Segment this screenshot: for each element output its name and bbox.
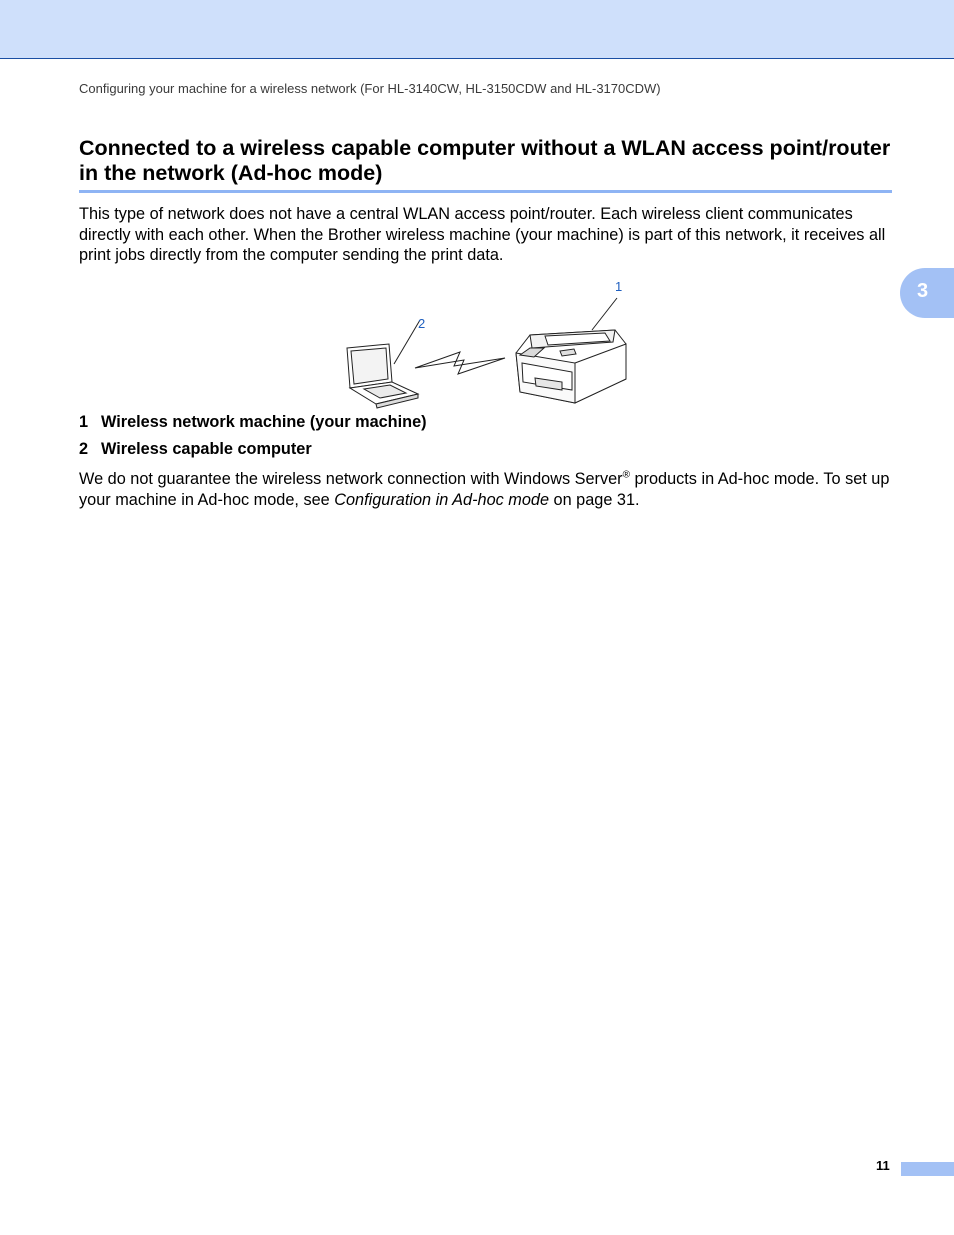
cross-reference-link[interactable]: Configuration in Ad-hoc mode <box>334 490 550 509</box>
adhoc-network-illustration <box>330 278 640 410</box>
printer-icon <box>516 330 626 403</box>
legend-number: 2 <box>79 440 89 458</box>
adhoc-note-paragraph <box>79 469 894 510</box>
header-band <box>0 0 954 59</box>
chapter-number: 3 <box>917 280 929 302</box>
footer-bar <box>901 1162 954 1176</box>
callout-label-2: 2 <box>418 316 426 331</box>
legend-number: 1 <box>79 413 89 431</box>
note-text-3: on page 31. <box>549 490 640 509</box>
intro-paragraph: This type of network does not have a central WLAN access point/router. Each wireless client communicates directly with each other. When the Brother wireless machine (your machine) is part of this network, it receives all print jobs directly from the computer sending the print data. <box>79 205 886 264</box>
note-text-2: products in Ad-hoc mode. To set up your machine in Ad-hoc mode, see <box>79 470 890 509</box>
registered-mark: ® <box>622 469 630 481</box>
legend-item-computer <box>79 440 312 459</box>
legend-text: Wireless capable computer <box>101 440 312 458</box>
running-header: Configuring your machine for a wireless network (For HL-3140CW, HL-3150CDW and HL-3170CDW) <box>79 81 661 96</box>
section-title: Connected to a wireless capable computer without a WLAN access point/router in the network (Ad-hoc mode) <box>79 136 891 185</box>
legend-item-machine <box>79 413 427 432</box>
chapter-tab[interactable] <box>900 268 954 318</box>
callout-2-leader <box>394 320 420 364</box>
wireless-signal-icon <box>415 352 505 374</box>
title-underline <box>79 190 892 193</box>
legend-text: Wireless network machine (your machine) <box>101 413 427 431</box>
page-number: 11 <box>876 1158 890 1173</box>
laptop-icon <box>347 344 418 408</box>
callout-label-1: 1 <box>615 279 623 294</box>
callout-1-leader <box>592 298 617 330</box>
note-text-1: We do not guarantee the wireless network connection with Windows Server <box>79 470 623 488</box>
